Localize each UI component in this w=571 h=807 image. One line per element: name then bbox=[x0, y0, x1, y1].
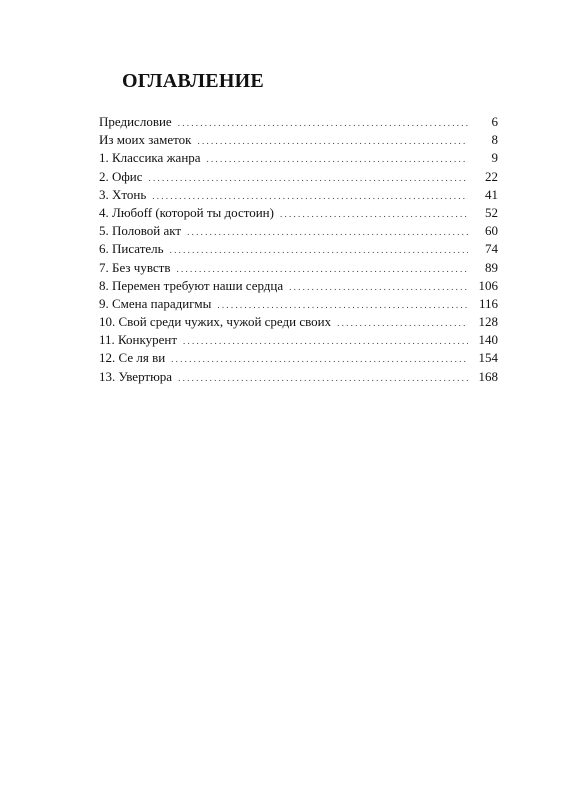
toc-entry-label: Предисловие bbox=[99, 114, 172, 129]
toc-entry bbox=[99, 168, 498, 186]
toc-entry-page: 60 bbox=[485, 223, 498, 239]
toc-entry-label: 9. Смена парадигмы bbox=[99, 295, 212, 311]
toc-entry-label: 8. Перемен требуют наши сердца bbox=[99, 277, 284, 293]
toc-entry-label: 5. Половой акт bbox=[99, 223, 182, 239]
toc-entry bbox=[99, 131, 498, 149]
toc-entry-page: 41 bbox=[485, 186, 498, 202]
toc-entry bbox=[99, 149, 498, 167]
toc-entry bbox=[99, 222, 498, 240]
toc-entry-page: 9 bbox=[491, 150, 498, 166]
toc-entry-page: 116 bbox=[478, 295, 498, 311]
toc-entry bbox=[99, 240, 498, 258]
toc-entry-page: 52 bbox=[485, 204, 498, 220]
toc-leader-dots bbox=[289, 278, 468, 296]
toc-leader-dots bbox=[183, 332, 468, 350]
toc-entry-label: 12. Се ля ви bbox=[99, 350, 166, 366]
toc-entry-label: 10. Свой среди чужих, чужой среди своих bbox=[99, 314, 332, 330]
toc-entry-label: 11. Конкурент bbox=[99, 332, 178, 348]
toc-entry-label: 1. Классика жанра bbox=[99, 150, 201, 166]
toc-entry bbox=[99, 186, 498, 204]
toc-leader-dots bbox=[207, 150, 468, 168]
toc-entry bbox=[99, 331, 498, 349]
toc-leader-dots bbox=[280, 205, 468, 223]
toc-leader-dots bbox=[337, 314, 468, 332]
toc-entry-label: Из моих заметок bbox=[99, 132, 192, 148]
toc-leader-dots bbox=[149, 169, 468, 187]
toc-entry bbox=[99, 349, 498, 367]
toc-entry bbox=[99, 313, 498, 331]
toc-entry bbox=[99, 113, 498, 131]
toc-entry-page: 168 bbox=[478, 368, 498, 384]
toc-entry-page: 128 bbox=[478, 314, 498, 330]
toc-leader-dots bbox=[197, 132, 468, 150]
toc-entry bbox=[99, 295, 498, 313]
toc-entry-label: 3. Хтонь bbox=[99, 186, 147, 202]
toc-list bbox=[99, 113, 498, 386]
toc-entry-label: 2. Офис bbox=[99, 168, 143, 184]
toc-title: ОГЛАВЛЕНИЕ bbox=[122, 70, 264, 92]
toc-entry bbox=[99, 259, 498, 277]
toc-entry-label: 6. Писатель bbox=[99, 241, 164, 257]
toc-entry-page: 74 bbox=[485, 241, 498, 257]
toc-entry-page: 106 bbox=[478, 277, 498, 293]
toc-entry bbox=[99, 368, 498, 386]
toc-entry-page: 22 bbox=[485, 168, 498, 184]
toc-leader-dots bbox=[187, 223, 468, 241]
toc-entry-page: 8 bbox=[491, 132, 498, 148]
toc-leader-dots bbox=[178, 369, 468, 387]
toc-leader-dots bbox=[170, 241, 468, 259]
toc-entry-page: 6 bbox=[491, 114, 498, 129]
toc-entry bbox=[99, 204, 498, 222]
toc-entry-label: 4. Любоff (которой ты достоин) bbox=[99, 204, 274, 220]
toc-leader-dots bbox=[176, 260, 468, 278]
toc-entry bbox=[99, 277, 498, 295]
toc-entry-page: 154 bbox=[478, 350, 498, 366]
toc-entry-label: 7. Без чувств bbox=[99, 259, 171, 275]
toc-entry-label: 13. Увертюра bbox=[99, 368, 173, 384]
toc-leader-dots bbox=[178, 114, 468, 132]
toc-entry-page: 140 bbox=[478, 332, 498, 348]
toc-leader-dots bbox=[171, 350, 468, 368]
toc-leader-dots bbox=[217, 296, 468, 314]
toc-entry-page: 89 bbox=[485, 259, 498, 275]
toc-leader-dots bbox=[152, 187, 468, 205]
